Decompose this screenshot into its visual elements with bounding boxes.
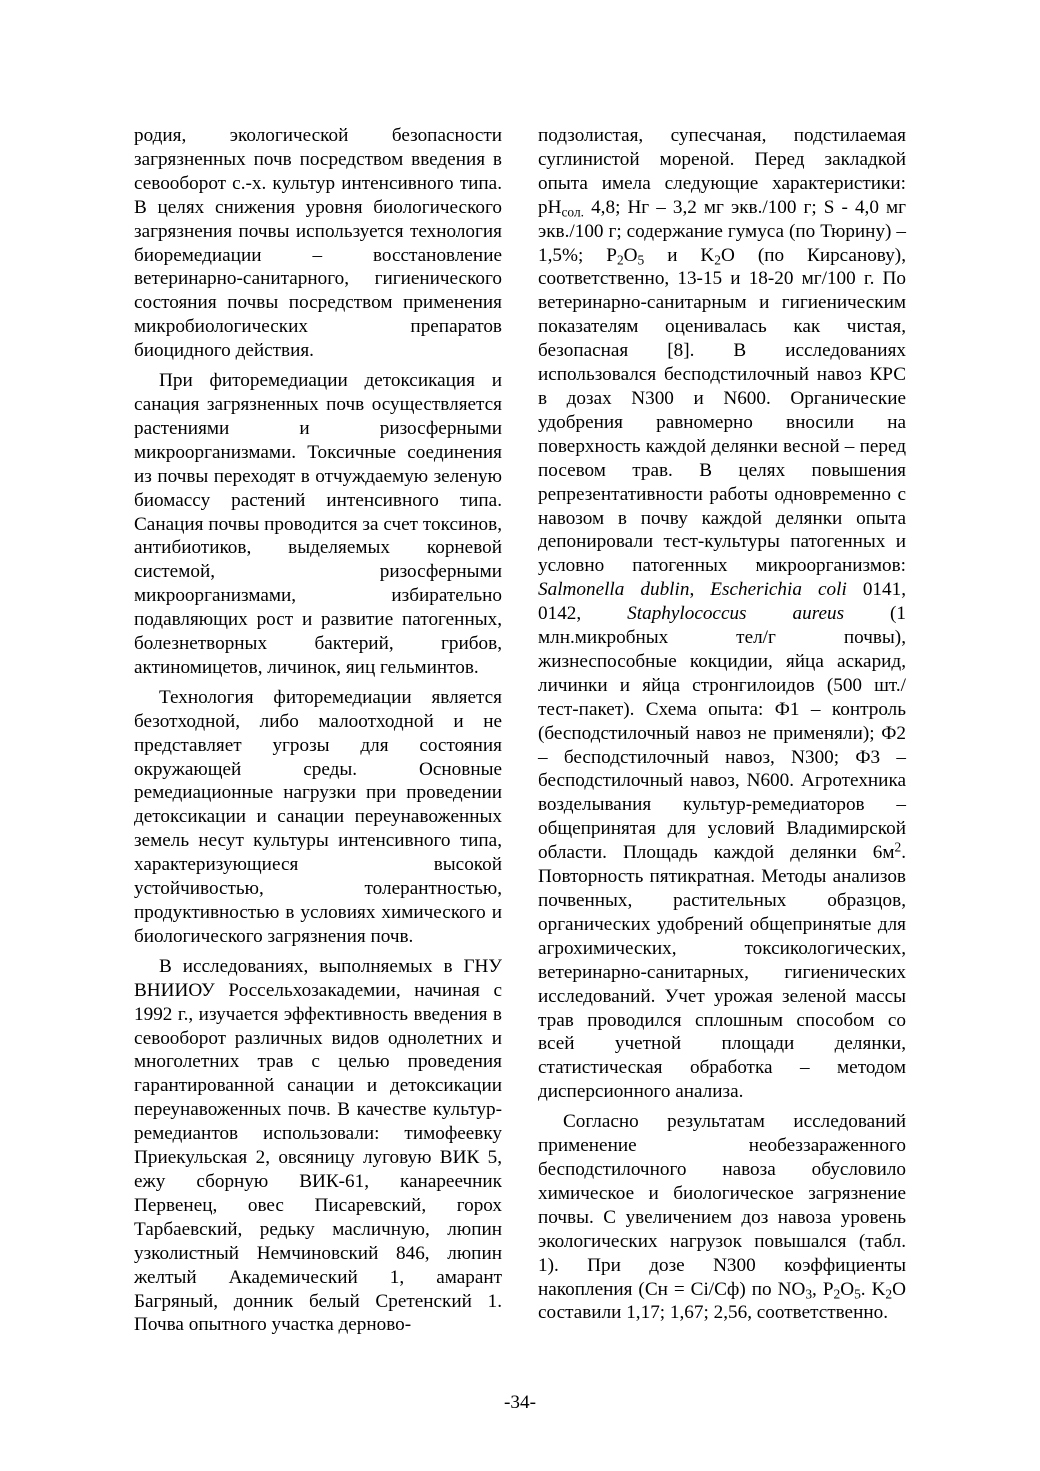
- text-run: 4,8; Нг – 3,2 мг экв./100 г; S - 4,0 мг экв./100 г; содержание гумуса (по Тюрину) – 1,5%; P: [538, 196, 906, 266]
- text-run: . Повторность пятикратная. Методы анализов почвенных, растительных образцов, органических удобрений общепринятые для агрохимических, токсикологических, ветеринарно-санитарных, гигиенических исследований. Учет урожая зеленой массы трав проводился сплошным способом со всей учетной площади делянки, статистическая обработка – методом дисперсионного анализа.: [538, 842, 906, 1103]
- text-run: 0141, 0142,: [538, 579, 907, 625]
- text-run: O составили 1,17; 1,67; 2,56, соответственно.: [538, 1278, 906, 1324]
- subscript: 5: [854, 1285, 861, 1301]
- left-column: [134, 124, 502, 1337]
- page-number: -34-: [504, 1392, 536, 1413]
- subscript: 2: [833, 1285, 841, 1301]
- subscript: 2: [885, 1285, 893, 1301]
- text-run: O (по Кирсанову), соответственно, 13-15 и 18-20 мг/100 г. По ветеринарно-санитарным и гигиеническим показателям оценивалась как чистая, безопасная [8]. В исследованиях использовался бесподстилочный навоз КРС в дозах N300 и N600. Органические удобрения равномерно вносили на поверхность каждой делянки весной – перед посевом трав. В целях повышения репрезентативности работы одновременно с навозом в почву каждой делянки опыта депонировали тест-культуры патогенных и условно патогенных микроорганизмов:: [538, 244, 906, 577]
- right-paragraph-1: [538, 124, 906, 1104]
- superscript: 2: [894, 839, 902, 855]
- text-run: подзолистая, супесчаная, подстилаемая суглинистой мореной. Перед закладкой опыта имела следующие характеристики: pH: [538, 125, 906, 218]
- text-run: ,: [689, 579, 711, 601]
- text-run: Согласно результатам исследований применение необеззараженного бесподстилочного навоза обусловило химическое и биологическое загрязнение почвы. С увеличением доз навоза уровень экологических нагрузок повышался (табл. 1). При дозе N300 коэффициенты накопления (Сн = Ci/Сф) по NO: [538, 1111, 906, 1300]
- right-column: [538, 124, 906, 1325]
- species-name: Staphylococcus aureus: [627, 603, 845, 625]
- subscript: 2: [714, 251, 721, 267]
- left-paragraph-1: родия, экологической безопасности загрязненных почв посредством введения в севооборот с.-х. культур интенсивного типа. В целях снижения уровня биологического загрязнения почвы используется технология биоремедиации – восстановление ветеринарно-санитарного, гигиенического состояния почвы посредством применения микробиологических препаратов биоцидного действия.: [134, 125, 502, 362]
- text-run: O: [840, 1278, 855, 1300]
- text-run: и K: [644, 244, 715, 266]
- text-run: , P: [812, 1278, 834, 1300]
- species-name: Escherichia coli: [710, 579, 847, 601]
- text-run: O: [623, 244, 638, 266]
- subscript: сол.: [561, 204, 585, 220]
- subscript: 5: [637, 251, 645, 267]
- text-run: (1 млн.микробных тел/г почвы), жизнеспособные кокцидии, яйца аскарид, личинки и яйца стронгилоидов (500 шт./тест-пакет). Схема опыта: Ф1 – контроль (бесподстилочный навоз не применяли); Ф2 – бесподстилочный навоз, N300; Ф3 – бесподстилочный навоз, N600. Агротехника возделывания культур-ремедиаторов – общепринятая для условий Владимирской области. Площадь каждой делянки 6м: [538, 603, 907, 864]
- left-paragraph-4: В исследованиях, выполняемых в ГНУ ВНИИОУ Россельхозакадемии, начиная с 1992 г., изучается эффективность введения в севооборот различных видов однолетних и многолетних трав с целью проведения гарантированной санации и детоксикации переунавоженных почв. В качестве культур-ремедиантов использовали: тимофеевку Приекульская 2, овсяницу луговую ВИК 5, ежу сборную ВИК-61, канареечник Первенец, овес Писаревский, горох Тарбаевский, редьку масличную, люпин узколистный Немчиновский 846, люпин желтый Академический 1, амарант Багряный, донник белый Сретенский 1. Почва опытного участка дерново-: [134, 955, 502, 1336]
- subscript: 3: [805, 1285, 813, 1301]
- right-paragraph-2: [538, 1110, 906, 1325]
- left-paragraph-2: При фиторемедиации детоксикация и санация загрязненных почв осуществляется растениями и ризосферными микроорганизмами. Токсичные соединения из почвы переходят в отчуждаемую зеленую биомассу растений интенсивного типа. Санация почвы проводится за счет токсинов, антибиотиков, выделяемых корневой системой, ризосферными микроорганизмами, избирательно подавляющих рост и развитие патогенных, болезнетворных бактерий, грибов, актиномицетов, личинок, яиц гельминтов.: [134, 370, 502, 678]
- subscript: 2: [616, 251, 624, 267]
- left-paragraph-3: Технология фиторемедиации является безотходной, либо малоотходной и не представляет угрозы для состояния окружающей среды. Основные ремедиационные нагрузки при проведении детоксикации и санации переунавоженных земель несут культуры интенсивного типа, характеризующиеся высокой устойчивостью, толерантностью, продуктивностью в условиях химического и биологического загрязнения почв.: [134, 686, 502, 947]
- text-run: . K: [860, 1278, 886, 1300]
- species-name: Salmonella dublin: [538, 579, 690, 601]
